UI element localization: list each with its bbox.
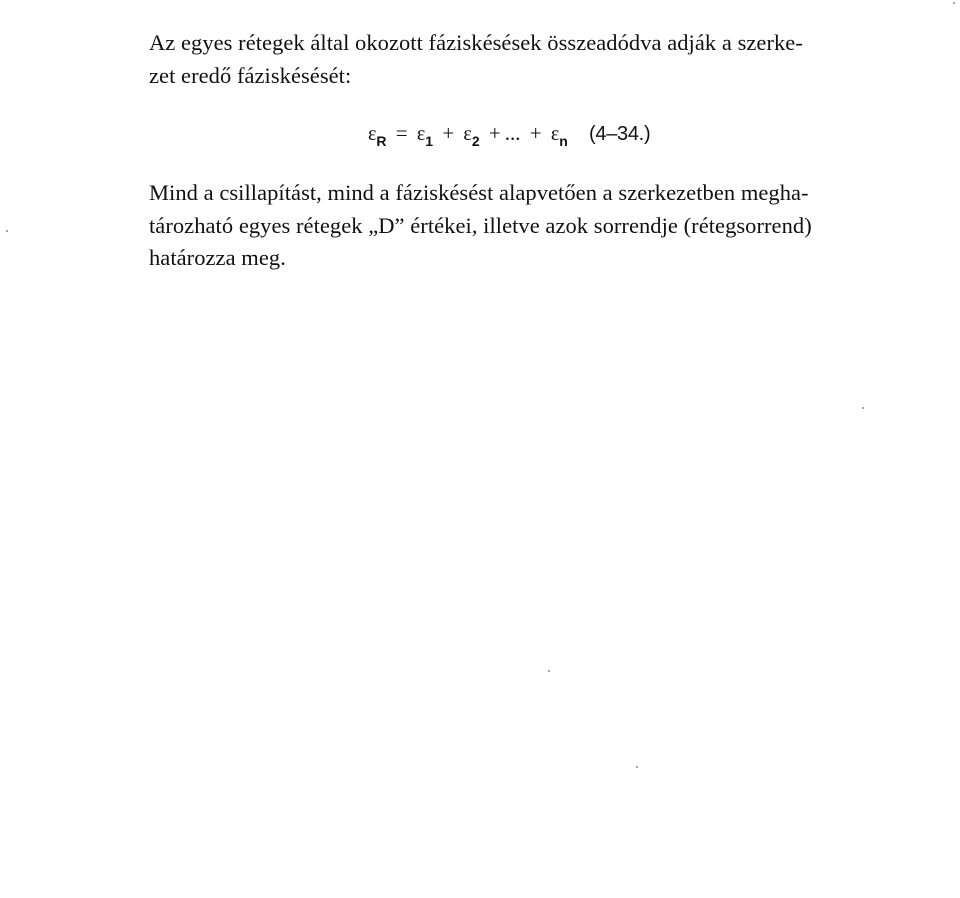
scan-speck [636, 766, 638, 768]
equals-sign: = [395, 121, 408, 145]
scan-speck [548, 670, 550, 672]
equation-4-34 [368, 119, 650, 159]
subscript-2: 2 [471, 133, 480, 149]
plus-sign: + [488, 121, 501, 145]
subscript-r: R [376, 133, 387, 149]
paragraph-1-line-1: Az egyes rétegek által okozott fáziskésések összeadódva adják a szerke- [149, 30, 803, 55]
scan-speck [6, 230, 8, 232]
paragraph-2-line-1: Mind a csillapítást, mind a fáziskésést alapvetően a szerkezetben megha- [149, 180, 809, 205]
paragraph-2-line-2: tározható egyes rétegek „D” értékei, illetve azok sorrendje (rétegsorrend) [149, 213, 812, 238]
epsilon-symbol: ε [463, 123, 472, 145]
subscript-1: 1 [425, 133, 434, 149]
scan-speck [953, 2, 955, 4]
ellipsis: ... [504, 121, 521, 145]
epsilon-symbol: ε [368, 123, 377, 145]
scan-speck [862, 407, 864, 409]
equation-number: (4–34.) [589, 123, 651, 145]
epsilon-symbol: ε [550, 123, 560, 145]
subscript-n: n [559, 133, 568, 149]
epsilon-symbol: ε [416, 123, 426, 145]
paragraph-1-line-2: zet eredő fáziskésését: [149, 63, 352, 88]
plus-sign: + [529, 121, 542, 145]
paragraph-2-line-3: határozza meg. [149, 245, 286, 270]
plus-sign: + [442, 121, 455, 145]
